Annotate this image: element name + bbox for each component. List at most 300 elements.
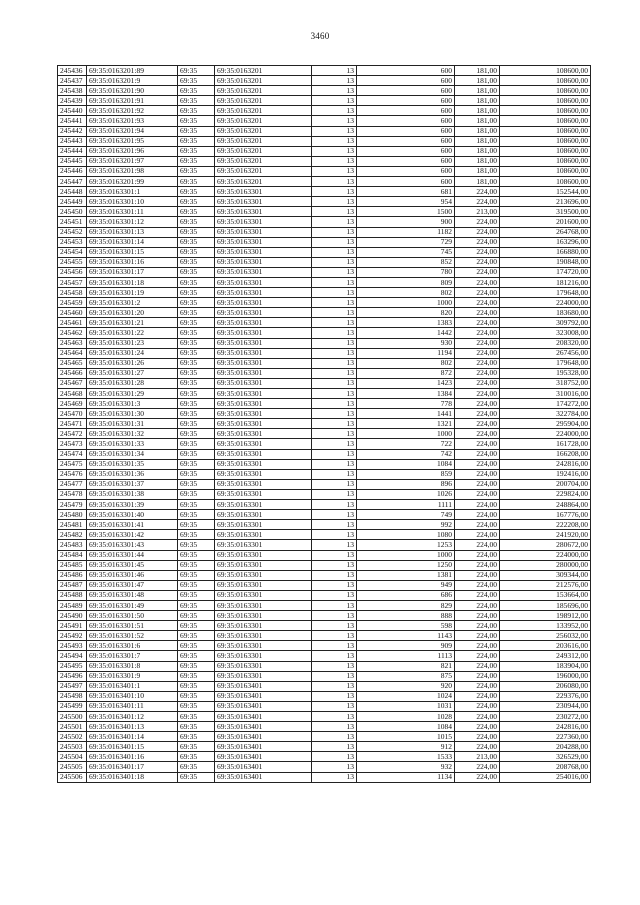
area-cell: 852 [357, 257, 455, 267]
area-cell: 920 [357, 681, 455, 691]
district-code-cell: 69:35 [178, 540, 215, 550]
rate-cell: 224,00 [455, 530, 500, 540]
district-code-cell: 69:35 [178, 712, 215, 722]
table-row [58, 247, 591, 257]
quarter-code-cell: 69:35:0163301 [215, 500, 312, 510]
value-cell: 212576,00 [500, 580, 591, 590]
rate-cell: 224,00 [455, 227, 500, 237]
cadastral-number-cell: 69:35:0163301:27 [87, 368, 178, 378]
cadastral-number-cell: 69:35:0163201:93 [87, 116, 178, 126]
area-cell: 875 [357, 671, 455, 681]
rate-cell: 224,00 [455, 580, 500, 590]
district-code-cell: 69:35 [178, 520, 215, 530]
quarter-code-cell: 69:35:0163401 [215, 752, 312, 762]
zone-code-cell: 13 [312, 641, 357, 651]
district-code-cell: 69:35 [178, 681, 215, 691]
table-row [58, 116, 591, 126]
value-cell: 198912,00 [500, 611, 591, 621]
zone-code-cell: 13 [312, 257, 357, 267]
district-code-cell: 69:35 [178, 722, 215, 732]
table-body [58, 66, 591, 783]
district-code-cell: 69:35 [178, 217, 215, 227]
area-cell: 749 [357, 510, 455, 520]
quarter-code-cell: 69:35:0163301 [215, 560, 312, 570]
quarter-code-cell: 69:35:0163201 [215, 116, 312, 126]
rate-cell: 224,00 [455, 691, 500, 701]
value-cell: 108600,00 [500, 146, 591, 156]
record-id-cell: 245465 [58, 358, 87, 368]
record-id-cell: 245495 [58, 661, 87, 671]
zone-code-cell: 13 [312, 217, 357, 227]
quarter-code-cell: 69:35:0163301 [215, 580, 312, 590]
zone-code-cell: 13 [312, 378, 357, 388]
value-cell: 230272,00 [500, 712, 591, 722]
cadastral-number-cell: 69:35:0163201:96 [87, 146, 178, 156]
district-code-cell: 69:35 [178, 489, 215, 499]
quarter-code-cell: 69:35:0163301 [215, 550, 312, 560]
table-row [58, 66, 591, 76]
area-cell: 1143 [357, 631, 455, 641]
area-cell: 1441 [357, 409, 455, 419]
value-cell: 264768,00 [500, 227, 591, 237]
cadastral-number-cell: 69:35:0163301:11 [87, 207, 178, 217]
value-cell: 254016,00 [500, 772, 591, 782]
value-cell: 213696,00 [500, 197, 591, 207]
record-id-cell: 245440 [58, 106, 87, 116]
table-row [58, 661, 591, 671]
area-cell: 742 [357, 449, 455, 459]
rate-cell: 181,00 [455, 116, 500, 126]
area-cell: 1028 [357, 712, 455, 722]
district-code-cell: 69:35 [178, 106, 215, 116]
quarter-code-cell: 69:35:0163301 [215, 237, 312, 247]
district-code-cell: 69:35 [178, 479, 215, 489]
zone-code-cell: 13 [312, 207, 357, 217]
zone-code-cell: 13 [312, 671, 357, 681]
area-cell: 600 [357, 86, 455, 96]
area-cell: 1015 [357, 732, 455, 742]
district-code-cell: 69:35 [178, 389, 215, 399]
district-code-cell: 69:35 [178, 277, 215, 287]
record-id-cell: 245444 [58, 146, 87, 156]
table-row [58, 197, 591, 207]
value-cell: 108600,00 [500, 156, 591, 166]
area-cell: 1000 [357, 550, 455, 560]
record-id-cell: 245484 [58, 550, 87, 560]
area-cell: 1084 [357, 459, 455, 469]
zone-code-cell: 13 [312, 338, 357, 348]
quarter-code-cell: 69:35:0163301 [215, 409, 312, 419]
rate-cell: 181,00 [455, 96, 500, 106]
zone-code-cell: 13 [312, 621, 357, 631]
record-id-cell: 245467 [58, 378, 87, 388]
quarter-code-cell: 69:35:0163301 [215, 530, 312, 540]
zone-code-cell: 13 [312, 267, 357, 277]
district-code-cell: 69:35 [178, 247, 215, 257]
record-id-cell: 245436 [58, 66, 87, 76]
area-cell: 600 [357, 156, 455, 166]
value-cell: 229376,00 [500, 691, 591, 701]
cadastral-number-cell: 69:35:0163301:34 [87, 449, 178, 459]
value-cell: 108600,00 [500, 96, 591, 106]
rate-cell: 224,00 [455, 389, 500, 399]
district-code-cell: 69:35 [178, 621, 215, 631]
rate-cell: 224,00 [455, 479, 500, 489]
rate-cell: 224,00 [455, 439, 500, 449]
district-code-cell: 69:35 [178, 166, 215, 176]
quarter-code-cell: 69:35:0163401 [215, 772, 312, 782]
district-code-cell: 69:35 [178, 500, 215, 510]
zone-code-cell: 13 [312, 116, 357, 126]
quarter-code-cell: 69:35:0163301 [215, 267, 312, 277]
record-id-cell: 245505 [58, 762, 87, 772]
table-row [58, 600, 591, 610]
record-id-cell: 245439 [58, 96, 87, 106]
zone-code-cell: 13 [312, 742, 357, 752]
rate-cell: 224,00 [455, 247, 500, 257]
zone-code-cell: 13 [312, 399, 357, 409]
value-cell: 208320,00 [500, 338, 591, 348]
rate-cell: 224,00 [455, 197, 500, 207]
area-cell: 821 [357, 661, 455, 671]
cadastral-number-cell: 69:35:0163301:22 [87, 328, 178, 338]
record-id-cell: 245452 [58, 227, 87, 237]
quarter-code-cell: 69:35:0163401 [215, 681, 312, 691]
rate-cell: 224,00 [455, 187, 500, 197]
quarter-code-cell: 69:35:0163301 [215, 611, 312, 621]
value-cell: 280672,00 [500, 540, 591, 550]
quarter-code-cell: 69:35:0163301 [215, 348, 312, 358]
area-cell: 600 [357, 166, 455, 176]
district-code-cell: 69:35 [178, 348, 215, 358]
value-cell: 229824,00 [500, 489, 591, 499]
rate-cell: 224,00 [455, 217, 500, 227]
zone-code-cell: 13 [312, 772, 357, 782]
cadastral-number-cell: 69:35:0163301:2 [87, 298, 178, 308]
rate-cell: 224,00 [455, 631, 500, 641]
table-row [58, 338, 591, 348]
value-cell: 322784,00 [500, 409, 591, 419]
rate-cell: 224,00 [455, 489, 500, 499]
cadastral-number-cell: 69:35:0163201:91 [87, 96, 178, 106]
record-id-cell: 245479 [58, 500, 87, 510]
district-code-cell: 69:35 [178, 136, 215, 146]
value-cell: 242816,00 [500, 459, 591, 469]
zone-code-cell: 13 [312, 580, 357, 590]
record-id-cell: 245459 [58, 298, 87, 308]
record-id-cell: 245475 [58, 459, 87, 469]
district-code-cell: 69:35 [178, 611, 215, 621]
table-row [58, 257, 591, 267]
table-row [58, 742, 591, 752]
rate-cell: 181,00 [455, 86, 500, 96]
area-cell: 600 [357, 106, 455, 116]
record-id-cell: 245461 [58, 318, 87, 328]
zone-code-cell: 13 [312, 166, 357, 176]
rate-cell: 224,00 [455, 409, 500, 419]
record-id-cell: 245489 [58, 600, 87, 610]
area-cell: 829 [357, 600, 455, 610]
zone-code-cell: 13 [312, 348, 357, 358]
zone-code-cell: 13 [312, 277, 357, 287]
cadastral-number-cell: 69:35:0163201:92 [87, 106, 178, 116]
quarter-code-cell: 69:35:0163401 [215, 691, 312, 701]
table-row [58, 348, 591, 358]
cadastral-number-cell: 69:35:0163401:16 [87, 752, 178, 762]
rate-cell: 224,00 [455, 722, 500, 732]
district-code-cell: 69:35 [178, 409, 215, 419]
record-id-cell: 245438 [58, 86, 87, 96]
table-row [58, 156, 591, 166]
rate-cell: 224,00 [455, 429, 500, 439]
cadastral-number-cell: 69:35:0163401:17 [87, 762, 178, 772]
area-cell: 1024 [357, 691, 455, 701]
rate-cell: 224,00 [455, 419, 500, 429]
table-row [58, 358, 591, 368]
area-cell: 729 [357, 237, 455, 247]
rate-cell: 224,00 [455, 570, 500, 580]
value-cell: 190848,00 [500, 257, 591, 267]
record-id-cell: 245473 [58, 439, 87, 449]
area-cell: 686 [357, 590, 455, 600]
cadastral-number-cell: 69:35:0163301:13 [87, 227, 178, 237]
district-code-cell: 69:35 [178, 399, 215, 409]
record-id-cell: 245490 [58, 611, 87, 621]
area-cell: 1182 [357, 227, 455, 237]
record-id-cell: 245491 [58, 621, 87, 631]
area-cell: 954 [357, 197, 455, 207]
rate-cell: 224,00 [455, 520, 500, 530]
cadastral-number-cell: 69:35:0163301:28 [87, 378, 178, 388]
zone-code-cell: 13 [312, 308, 357, 318]
cadastral-number-cell: 69:35:0163301:8 [87, 661, 178, 671]
record-id-cell: 245463 [58, 338, 87, 348]
quarter-code-cell: 69:35:0163401 [215, 762, 312, 772]
record-id-cell: 245453 [58, 237, 87, 247]
cadastral-number-cell: 69:35:0163301:31 [87, 419, 178, 429]
table-row [58, 277, 591, 287]
zone-code-cell: 13 [312, 86, 357, 96]
table-row [58, 177, 591, 187]
zone-code-cell: 13 [312, 752, 357, 762]
zone-code-cell: 13 [312, 439, 357, 449]
cadastral-number-cell: 69:35:0163301:43 [87, 540, 178, 550]
zone-code-cell: 13 [312, 126, 357, 136]
rate-cell: 224,00 [455, 540, 500, 550]
district-code-cell: 69:35 [178, 429, 215, 439]
cadastral-number-cell: 69:35:0163301:16 [87, 257, 178, 267]
value-cell: 200704,00 [500, 479, 591, 489]
quarter-code-cell: 69:35:0163201 [215, 96, 312, 106]
quarter-code-cell: 69:35:0163301 [215, 399, 312, 409]
rate-cell: 224,00 [455, 550, 500, 560]
table-row [58, 237, 591, 247]
record-id-cell: 245501 [58, 722, 87, 732]
quarter-code-cell: 69:35:0163301 [215, 247, 312, 257]
quarter-code-cell: 69:35:0163301 [215, 197, 312, 207]
quarter-code-cell: 69:35:0163301 [215, 510, 312, 520]
area-cell: 600 [357, 136, 455, 146]
record-id-cell: 245455 [58, 257, 87, 267]
land-parcel-table [57, 65, 591, 783]
area-cell: 802 [357, 358, 455, 368]
quarter-code-cell: 69:35:0163201 [215, 66, 312, 76]
value-cell: 179648,00 [500, 288, 591, 298]
rate-cell: 224,00 [455, 742, 500, 752]
district-code-cell: 69:35 [178, 368, 215, 378]
district-code-cell: 69:35 [178, 308, 215, 318]
quarter-code-cell: 69:35:0163301 [215, 651, 312, 661]
rate-cell: 224,00 [455, 277, 500, 287]
quarter-code-cell: 69:35:0163301 [215, 217, 312, 227]
table-row [58, 520, 591, 530]
record-id-cell: 245502 [58, 732, 87, 742]
record-id-cell: 245446 [58, 166, 87, 176]
table-row [58, 439, 591, 449]
rate-cell: 224,00 [455, 600, 500, 610]
district-code-cell: 69:35 [178, 288, 215, 298]
rate-cell: 224,00 [455, 732, 500, 742]
district-code-cell: 69:35 [178, 358, 215, 368]
district-code-cell: 69:35 [178, 419, 215, 429]
district-code-cell: 69:35 [178, 651, 215, 661]
quarter-code-cell: 69:35:0163301 [215, 449, 312, 459]
cadastral-number-cell: 69:35:0163401:15 [87, 742, 178, 752]
record-id-cell: 245488 [58, 590, 87, 600]
zone-code-cell: 13 [312, 762, 357, 772]
district-code-cell: 69:35 [178, 177, 215, 187]
quarter-code-cell: 69:35:0163301 [215, 489, 312, 499]
area-cell: 681 [357, 187, 455, 197]
value-cell: 181216,00 [500, 277, 591, 287]
record-id-cell: 245504 [58, 752, 87, 762]
table-row [58, 267, 591, 277]
quarter-code-cell: 69:35:0163301 [215, 187, 312, 197]
district-code-cell: 69:35 [178, 439, 215, 449]
value-cell: 108600,00 [500, 76, 591, 86]
zone-code-cell: 13 [312, 76, 357, 86]
district-code-cell: 69:35 [178, 510, 215, 520]
district-code-cell: 69:35 [178, 257, 215, 267]
zone-code-cell: 13 [312, 227, 357, 237]
cadastral-number-cell: 69:35:0163301:15 [87, 247, 178, 257]
cadastral-number-cell: 69:35:0163201:94 [87, 126, 178, 136]
quarter-code-cell: 69:35:0163301 [215, 368, 312, 378]
area-cell: 600 [357, 116, 455, 126]
district-code-cell: 69:35 [178, 661, 215, 671]
value-cell: 224000,00 [500, 298, 591, 308]
value-cell: 183904,00 [500, 661, 591, 671]
value-cell: 179648,00 [500, 358, 591, 368]
district-code-cell: 69:35 [178, 318, 215, 328]
record-id-cell: 245500 [58, 712, 87, 722]
rate-cell: 181,00 [455, 156, 500, 166]
district-code-cell: 69:35 [178, 146, 215, 156]
area-cell: 600 [357, 96, 455, 106]
record-id-cell: 245494 [58, 651, 87, 661]
record-id-cell: 245483 [58, 540, 87, 550]
value-cell: 174720,00 [500, 267, 591, 277]
rate-cell: 181,00 [455, 136, 500, 146]
zone-code-cell: 13 [312, 459, 357, 469]
rate-cell: 224,00 [455, 510, 500, 520]
district-code-cell: 69:35 [178, 762, 215, 772]
cadastral-number-cell: 69:35:0163301:41 [87, 520, 178, 530]
cadastral-number-cell: 69:35:0163401:12 [87, 712, 178, 722]
quarter-code-cell: 69:35:0163401 [215, 742, 312, 752]
table-row [58, 126, 591, 136]
quarter-code-cell: 69:35:0163301 [215, 257, 312, 267]
table-row [58, 378, 591, 388]
zone-code-cell: 13 [312, 177, 357, 187]
value-cell: 108600,00 [500, 116, 591, 126]
value-cell: 280000,00 [500, 560, 591, 570]
value-cell: 242816,00 [500, 722, 591, 732]
area-cell: 932 [357, 762, 455, 772]
area-cell: 872 [357, 368, 455, 378]
rate-cell: 224,00 [455, 671, 500, 681]
zone-code-cell: 13 [312, 560, 357, 570]
table-row [58, 489, 591, 499]
zone-code-cell: 13 [312, 409, 357, 419]
area-cell: 1000 [357, 298, 455, 308]
record-id-cell: 245498 [58, 691, 87, 701]
cadastral-number-cell: 69:35:0163301:21 [87, 318, 178, 328]
quarter-code-cell: 69:35:0163301 [215, 338, 312, 348]
zone-code-cell: 13 [312, 540, 357, 550]
zone-code-cell: 13 [312, 247, 357, 257]
district-code-cell: 69:35 [178, 227, 215, 237]
table-row [58, 701, 591, 711]
cadastral-number-cell: 69:35:0163301:29 [87, 389, 178, 399]
table-row [58, 560, 591, 570]
record-id-cell: 245470 [58, 409, 87, 419]
district-code-cell: 69:35 [178, 237, 215, 247]
rate-cell: 181,00 [455, 126, 500, 136]
zone-code-cell: 13 [312, 611, 357, 621]
table-row [58, 146, 591, 156]
value-cell: 166208,00 [500, 449, 591, 459]
value-cell: 195328,00 [500, 368, 591, 378]
record-id-cell: 245506 [58, 772, 87, 782]
cadastral-number-cell: 69:35:0163301:38 [87, 489, 178, 499]
cadastral-number-cell: 69:35:0163301:37 [87, 479, 178, 489]
zone-code-cell: 13 [312, 389, 357, 399]
value-cell: 309792,00 [500, 318, 591, 328]
zone-code-cell: 13 [312, 701, 357, 711]
rate-cell: 224,00 [455, 560, 500, 570]
value-cell: 204288,00 [500, 742, 591, 752]
zone-code-cell: 13 [312, 66, 357, 76]
area-cell: 912 [357, 742, 455, 752]
value-cell: 183680,00 [500, 308, 591, 318]
table-row [58, 308, 591, 318]
value-cell: 222208,00 [500, 520, 591, 530]
cadastral-number-cell: 69:35:0163301:23 [87, 338, 178, 348]
cadastral-number-cell: 69:35:0163301:35 [87, 459, 178, 469]
cadastral-number-cell: 69:35:0163201:90 [87, 86, 178, 96]
cadastral-number-cell: 69:35:0163301:12 [87, 217, 178, 227]
record-id-cell: 245480 [58, 510, 87, 520]
rate-cell: 224,00 [455, 641, 500, 651]
cadastral-number-cell: 69:35:0163201:89 [87, 66, 178, 76]
district-code-cell: 69:35 [178, 701, 215, 711]
value-cell: 241920,00 [500, 530, 591, 540]
rate-cell: 224,00 [455, 237, 500, 247]
table-row [58, 772, 591, 782]
cadastral-number-cell: 69:35:0163301:18 [87, 277, 178, 287]
table-row [58, 681, 591, 691]
